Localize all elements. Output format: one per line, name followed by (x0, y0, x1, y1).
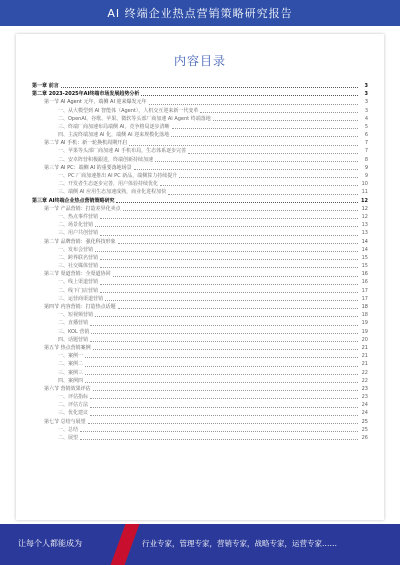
toc-entry-label: 四、主流终端加速 AI 化，端侧 AI 迎来规模化落地 (58, 132, 170, 139)
toc-entry-page: 9 (364, 164, 368, 171)
toc-entry[interactable] (32, 385, 368, 393)
toc-leader-dots (105, 299, 358, 301)
toc-leader-dots (188, 152, 358, 154)
toc-entry-page: 12 (361, 205, 368, 212)
toc-leader-dots (113, 275, 358, 277)
toc-entry-page: 24 (361, 410, 368, 417)
toc-entry[interactable] (32, 328, 368, 336)
toc-entry[interactable] (32, 131, 368, 139)
toc-entry-label: 一、PC 厂商加速推出 AI PC 新品，端侧算力持续提升 (58, 173, 178, 180)
toc-leader-dots (155, 160, 358, 162)
toc-entry[interactable] (32, 311, 368, 319)
toc-entry-page: 12 (361, 197, 368, 204)
toc-entry-page: 11 (361, 189, 368, 196)
toc-entry-page: 25 (361, 426, 368, 433)
toc-entry[interactable] (32, 254, 368, 262)
toc-leader-dots (171, 135, 358, 137)
toc-leader-dots (90, 340, 358, 342)
toc-entry[interactable] (32, 164, 368, 172)
toc-leader-dots (172, 127, 359, 129)
toc-leader-dots (100, 217, 358, 219)
toc-entry-label: 第一节 AI Agent 元年，端侧 AI 迎来爆发元年 (44, 99, 147, 106)
footer-accent-stripe (111, 524, 140, 565)
toc-entry-label: 二、直播营销 (58, 320, 89, 327)
toc-entry-page: 4 (364, 115, 368, 122)
toc-entry-label: 二、案例二 (58, 361, 84, 368)
toc-entry[interactable] (32, 303, 368, 311)
toc-entry[interactable] (32, 107, 368, 115)
toc-entry[interactable] (32, 246, 368, 254)
toc-entry[interactable] (32, 238, 368, 246)
toc-entry-page: 12 (361, 213, 368, 220)
toc-entry-label: 第一章 前言 (32, 82, 59, 89)
toc-entry[interactable] (32, 401, 368, 409)
toc-leader-dots (100, 266, 358, 268)
toc-entry-label: 一、总结 (58, 426, 79, 433)
toc-entry-page: 18 (361, 304, 368, 311)
toc-entry[interactable] (32, 434, 368, 442)
toc-entry[interactable] (32, 344, 368, 352)
toc-page (16, 34, 384, 520)
toc-entry-label: 第二章 2023-2025年AI终端市场发展趋势分析 (32, 91, 140, 98)
toc-entry-label: 三、用户共创营销 (58, 230, 99, 237)
toc-entry-label: 三、案例三 (58, 369, 84, 376)
toc-leader-dots (90, 397, 358, 399)
report-title: AI 终端企业热点营销策略研究报告 (107, 7, 293, 20)
toc-leader-dots (80, 438, 358, 440)
footer-slogan-left: 让每个人都能成为 (18, 539, 82, 548)
report-title-banner (0, 0, 400, 26)
toc-entry-label: 第二节 AI 手机：新一轮换机周期开启 (44, 140, 128, 147)
toc-leader-dots (85, 365, 358, 367)
toc-entry-page: 3 (364, 91, 368, 98)
toc-entry[interactable] (32, 295, 368, 303)
toc-entry-label: 第七节 总结与展望 (44, 418, 86, 425)
toc-entry-page: 21 (361, 353, 368, 360)
toc-entry[interactable] (32, 418, 368, 426)
toc-entry-label: 二、评估方法 (58, 402, 89, 409)
toc-entry[interactable] (32, 156, 368, 164)
toc-entry-page: 5 (364, 123, 368, 130)
toc-entry-page: 17 (361, 295, 368, 302)
toc-entry[interactable] (32, 377, 368, 385)
toc-leader-dots (149, 103, 358, 105)
toc-entry[interactable] (32, 148, 368, 156)
toc-leader-dots (200, 111, 358, 113)
toc-leader-dots (160, 184, 358, 186)
toc-leader-dots (118, 307, 358, 309)
toc-entry[interactable] (32, 352, 368, 360)
toc-entry-label: 二、展望 (58, 435, 79, 442)
toc-entry-page: 17 (361, 287, 368, 294)
toc-entry-label: 三、社交媒体营销 (58, 263, 99, 270)
toc-entry-page: 20 (361, 336, 368, 343)
toc-leader-dots (168, 193, 358, 195)
toc-entry[interactable] (32, 205, 368, 213)
toc-entry-label: 一、热点事件营销 (58, 213, 99, 220)
toc-entry[interactable] (32, 172, 368, 180)
toc-entry-label: 第三章 AI终端企业热点营销策略研究 (32, 197, 115, 204)
toc-entry[interactable] (32, 279, 368, 287)
toc-leader-dots (100, 234, 358, 236)
toc-entry-label: 第三节 渠道营销：全渠道协同 (44, 271, 111, 278)
toc-entry-page: 25 (361, 418, 368, 425)
toc-entry[interactable] (32, 262, 368, 270)
toc-leader-dots (85, 356, 358, 358)
toc-entry-page: 21 (361, 344, 368, 351)
toc-entry-page: 9 (364, 173, 368, 180)
toc-entry[interactable] (32, 90, 368, 98)
toc-entry[interactable] (32, 287, 368, 295)
toc-entry-page: 13 (361, 230, 368, 237)
toc-entry-label: 一、从大模型到 AI 智能体（Agent），人机交互迎来新一代变革 (58, 107, 199, 114)
toc-entry-page: 16 (361, 279, 368, 286)
toc-entry-page: 19 (361, 320, 368, 327)
toc-entry[interactable] (32, 197, 368, 205)
toc-entry[interactable] (32, 426, 368, 434)
toc-entry[interactable] (32, 221, 368, 229)
toc-leader-dots (80, 430, 358, 432)
toc-entry-page: 16 (361, 271, 368, 278)
toc-leader-dots (95, 250, 358, 252)
toc-entry-page: 8 (364, 156, 368, 163)
toc-leader-dots (129, 144, 358, 146)
toc-leader-dots (93, 389, 358, 391)
toc-entry-page: 6 (364, 132, 368, 139)
toc-entry-label: 三、端侧 AI 应用生态加速成熟，商业化进程加快 (58, 189, 167, 196)
toc-entry[interactable] (32, 229, 368, 237)
toc-entry-label: 一、线上渠道营销 (58, 279, 99, 286)
toc-entry-label: 四、话题营销 (58, 336, 89, 343)
toc-entry-page: 13 (361, 222, 368, 229)
toc-entry[interactable] (32, 98, 368, 106)
toc-entry[interactable] (32, 336, 368, 344)
toc-entry[interactable] (32, 139, 368, 147)
toc-leader-dots (100, 258, 358, 260)
toc-entry-page: 10 (361, 181, 368, 188)
toc-entry-label: 二、跨界联名营销 (58, 254, 99, 261)
toc-leader-dots (90, 414, 358, 416)
toc-entry-label: 一、发布会营销 (58, 246, 94, 253)
toc-leader-dots (100, 291, 358, 293)
footer-slogan-right: 行业专家，管理专家，营销专家，战略专家，运营专家…… (142, 539, 337, 548)
toc-entry-label: 二、开发者生态逐步完善，用户体验持续优化 (58, 181, 159, 188)
toc-entry-page: 7 (364, 140, 368, 147)
toc-entry[interactable] (32, 369, 368, 377)
toc-entry-label: 一、评估指标 (58, 394, 89, 401)
toc-entry-page: 18 (361, 312, 368, 319)
toc-entry[interactable] (32, 319, 368, 327)
toc-heading: 内容目录 (173, 54, 226, 68)
toc-entry[interactable] (32, 82, 368, 90)
toc-entry-page: 24 (361, 402, 368, 409)
toc-leader-dots (95, 315, 358, 317)
toc-entry-page: 21 (361, 361, 368, 368)
toc-leader-dots (88, 422, 358, 424)
toc-entry-page: 14 (361, 246, 368, 253)
toc-leader-dots (179, 176, 358, 178)
toc-leader-dots (61, 86, 358, 88)
toc-leader-dots (134, 168, 358, 170)
toc-leader-dots (95, 225, 358, 227)
toc-entry-page: 26 (361, 435, 368, 442)
toc-list (32, 82, 368, 442)
toc-entry-label: 二、线下门店营销 (58, 287, 99, 294)
toc-entry-page: 15 (361, 263, 368, 270)
toc-leader-dots (141, 94, 358, 96)
toc-leader-dots (123, 209, 358, 211)
toc-leader-dots (100, 283, 358, 285)
toc-entry[interactable] (32, 410, 368, 418)
toc-entry-label: 第三节 AI PC：端侧 AI 的重要落地场景 (44, 164, 132, 171)
toc-entry[interactable] (32, 213, 368, 221)
toc-entry-label: 第六节 营销效果评估 (44, 385, 91, 392)
toc-entry-label: 二、安卓阵营积极跟进，终端创新持续加速 (58, 156, 154, 163)
toc-entry-label: 一、案例一 (58, 353, 84, 360)
toc-leader-dots (91, 332, 358, 334)
toc-entry-page: 23 (361, 394, 368, 401)
toc-entry[interactable] (32, 360, 368, 368)
toc-leader-dots (90, 406, 358, 408)
toc-entry-page: 3 (364, 82, 368, 89)
toc-entry-label: 第一节 产品营销：打造差异化卖点 (44, 205, 121, 212)
toc-entry[interactable] (32, 115, 368, 123)
toc-entry[interactable] (32, 270, 368, 278)
toc-entry-label: 三、KOL 营销 (58, 328, 90, 335)
toc-entry-page: 22 (361, 369, 368, 376)
toc-leader-dots (116, 201, 358, 203)
toc-entry-label: 一、苹果等头部厂商加速 AI 手机布局，生态体系逐步完善 (58, 148, 187, 155)
toc-entry-page: 7 (364, 148, 368, 155)
toc-entry-label: 四、案例四 (58, 377, 84, 384)
toc-entry[interactable] (32, 393, 368, 401)
toc-entry-page: 3 (364, 107, 368, 114)
toc-entry-page: 3 (364, 99, 368, 106)
toc-leader-dots (213, 119, 358, 121)
toc-leader-dots (90, 324, 358, 326)
toc-entry-label: 一、短视频营销 (58, 312, 94, 319)
toc-entry-label: 三、终端厂商加速布局端侧 AI，竞争格局逐步清晰 (58, 123, 170, 130)
toc-leader-dots (85, 381, 358, 383)
toc-leader-dots (118, 242, 358, 244)
toc-entry-page: 14 (361, 238, 368, 245)
toc-entry-label: 第二节 品牌营销：强化科技形象 (44, 238, 116, 245)
toc-entry-page: 15 (361, 254, 368, 261)
footer-banner (0, 524, 400, 565)
toc-entry[interactable] (32, 188, 368, 196)
toc-entry-label: 三、运营商渠道营销 (58, 295, 104, 302)
toc-entry-page: 19 (361, 328, 368, 335)
toc-entry-page: 23 (361, 385, 368, 392)
toc-entry[interactable] (32, 180, 368, 188)
toc-entry-label: 第四节 内容营销：打造热点话题 (44, 304, 116, 311)
toc-entry-label: 二、场景化营销 (58, 222, 94, 229)
toc-entry[interactable] (32, 123, 368, 131)
toc-entry-label: 二、OpenAI、谷歌、苹果、微软等头部厂商加速 AI Agent 终端落地 (58, 115, 211, 122)
toc-entry-label: 三、优化建议 (58, 410, 89, 417)
toc-leader-dots (93, 348, 358, 350)
toc-entry-label: 第五节 热点营销案例 (44, 344, 91, 351)
toc-entry-page: 22 (361, 377, 368, 384)
toc-leader-dots (85, 373, 358, 375)
